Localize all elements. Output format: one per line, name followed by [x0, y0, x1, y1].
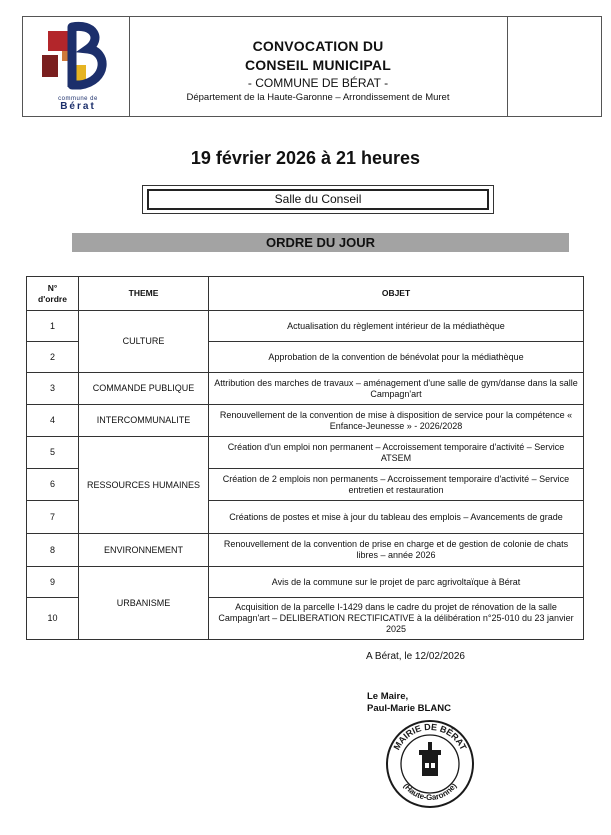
svg-text:(Haute-Garonne) — [402, 781, 459, 802]
row-theme: INTERCOMMUNALITE — [79, 405, 209, 437]
row-object: Avis de la commune sur le projet de parc agrivoltaïque à Bérat — [209, 567, 584, 598]
row-object: Renouvellement de la convention de prise en charge et de gestion de colonie de chats libres – année 2026 — [209, 534, 584, 567]
row-num: 2 — [27, 342, 79, 373]
logo-caption — [33, 96, 123, 110]
signature-block — [367, 691, 451, 715]
place-date: A Bérat, le 12/02/2026 — [366, 651, 465, 662]
column-header-num — [27, 277, 79, 311]
row-num: 1 — [27, 311, 79, 342]
column-header-num-line2: d'ordre — [38, 293, 67, 304]
row-theme: CULTURE — [79, 311, 209, 373]
table-row — [27, 311, 584, 342]
stamp-text-top: MAIRIE DE BÉRAT — [391, 721, 469, 752]
department-line: Département de la Haute-Garonne – Arrondissement de Muret — [186, 92, 450, 103]
row-num: 7 — [27, 501, 79, 534]
table-row — [27, 405, 584, 437]
table-row — [27, 373, 584, 405]
row-object: Attribution des marches de travaux – aménagement d'une salle de gym/danse dans la salle Campagn'art — [209, 373, 584, 405]
table-row — [27, 534, 584, 567]
row-num: 3 — [27, 373, 79, 405]
row-num: 8 — [27, 534, 79, 567]
table-row — [27, 437, 584, 469]
row-num: 9 — [27, 567, 79, 598]
row-theme: COMMANDE PUBLIQUE — [79, 373, 209, 405]
title-cell — [129, 17, 508, 116]
column-header-num-line1: N° — [47, 282, 58, 293]
room-box — [142, 185, 494, 214]
stamp-emblem-icon — [419, 742, 441, 776]
row-num: 4 — [27, 405, 79, 437]
row-object: Actualisation du règlement intérieur de la médiathèque — [209, 311, 584, 342]
row-object: Approbation de la convention de bénévolat pour la médiathèque — [209, 342, 584, 373]
agenda-table — [26, 276, 584, 640]
row-num: 10 — [27, 598, 79, 640]
title-line-2: CONSEIL MUNICIPAL — [245, 57, 391, 73]
row-object: Création d'un emploi non permanent – Accroissement temporaire d'activité – Service ATSEM — [209, 437, 584, 469]
row-theme: ENVIRONNEMENT — [79, 534, 209, 567]
row-object: Création de 2 emplois non permanents – Accroissement temporaire d'activité – Service entretien et restauration — [209, 469, 584, 501]
logo-caption-big: Bérat — [60, 101, 96, 112]
column-header-object: OBJET — [209, 277, 584, 311]
logo-caption-small: commune de — [58, 96, 98, 102]
room-name: Salle du Conseil — [147, 189, 489, 210]
row-object: Acquisition de la parcelle I-1429 dans le cadre du projet de rénovation de la salle Campagn'art – DELIBERATION RECTIFICATIVE à la délibération n°25-010 du 23 janvier 2025 — [209, 598, 584, 640]
agenda-title: ORDRE DU JOUR — [72, 233, 569, 252]
title-line-1: CONVOCATION DU — [252, 38, 384, 54]
mayor-stamp-icon — [384, 718, 476, 810]
table-row — [27, 567, 584, 598]
berat-logo-icon — [36, 21, 116, 99]
row-theme: RESSOURCES HUMAINES — [79, 437, 209, 534]
row-theme: URBANISME — [79, 567, 209, 640]
logo-cell — [23, 17, 130, 116]
mayor-name: Paul-Marie BLANC — [367, 703, 451, 714]
header-box — [22, 16, 602, 117]
stamp-text-bottom: (Haute-Garonne) — [401, 781, 459, 803]
row-object: Créations de postes et mise à jour du tableau des emplois – Avancements de grade — [209, 501, 584, 534]
commune-line: - COMMUNE DE BÉRAT - — [247, 76, 389, 90]
table-header-row — [27, 277, 584, 311]
row-num: 6 — [27, 469, 79, 501]
column-header-theme: THEME — [79, 277, 209, 311]
row-object: Renouvellement de la convention de mise à disposition de service pour la compétence « Enfance-Jeunesse » - 2026/2028 — [209, 405, 584, 437]
mayor-title: Le Maire, — [367, 691, 409, 702]
meeting-datetime: 19 février 2026 à 21 heures — [190, 148, 421, 168]
row-num: 5 — [27, 437, 79, 469]
